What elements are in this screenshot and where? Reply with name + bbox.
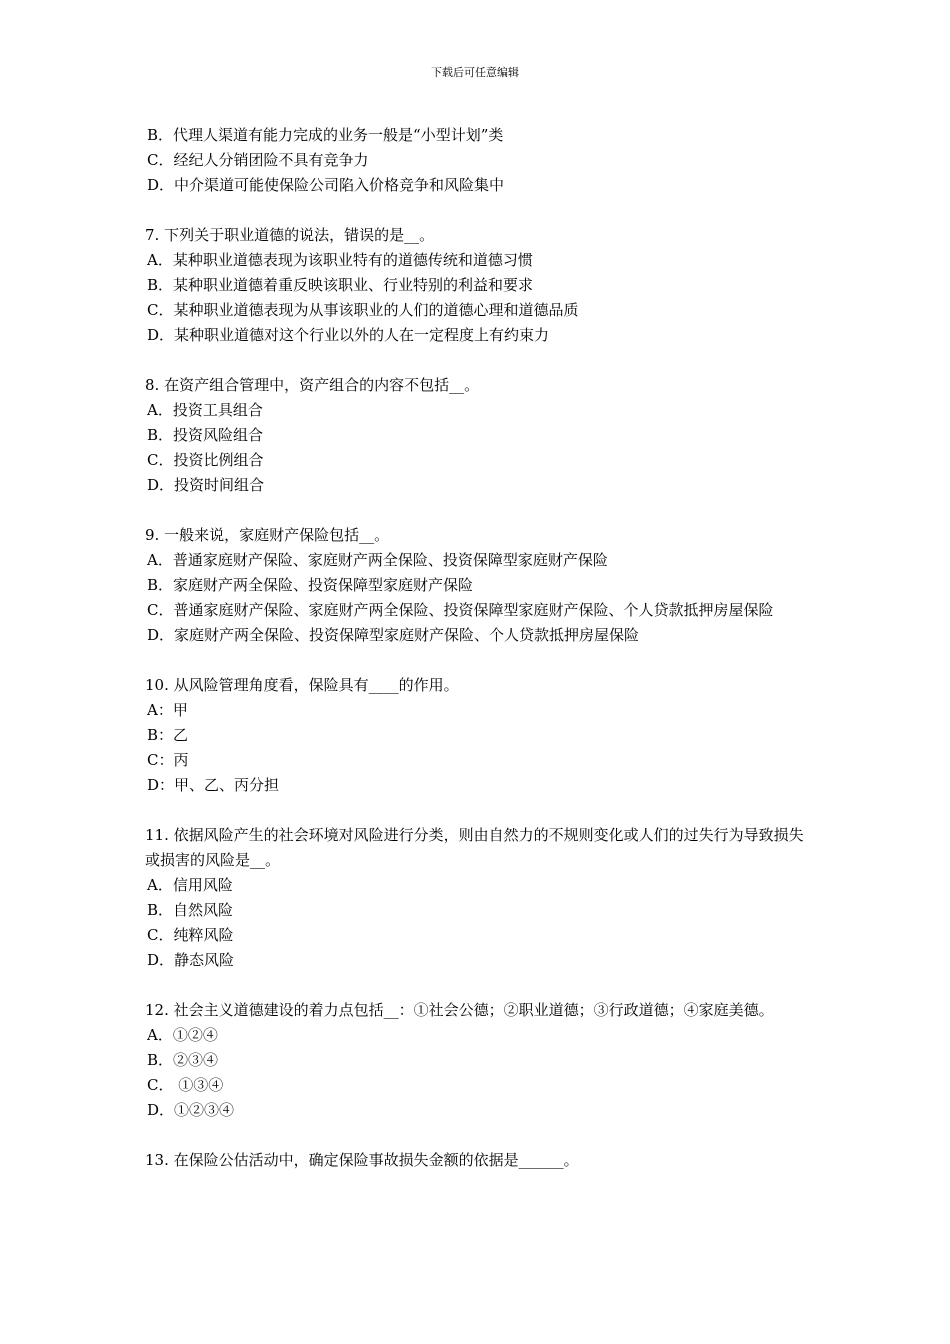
option-line: C．某种职业道德表现为从事该职业的人们的道德心理和道德品质 bbox=[147, 301, 579, 319]
option-line: A．某种职业道德表现为该职业特有的道德传统和道德习惯 bbox=[147, 251, 533, 269]
option-line: D．某种职业道德对这个行业以外的人在一定程度上有约束力 bbox=[147, 326, 550, 344]
option-line: D．投资时间组合 bbox=[147, 476, 265, 494]
option-line: B：乙 bbox=[147, 726, 189, 744]
option-line: A．信用风险 bbox=[147, 876, 233, 894]
option-line: C． ①③④ bbox=[147, 1076, 224, 1094]
question-8 bbox=[145, 373, 810, 498]
option-line: A．投资工具组合 bbox=[147, 401, 263, 419]
question-11 bbox=[145, 823, 810, 973]
option-line: B．家庭财产两全保险、投资保障型家庭财产保险 bbox=[147, 576, 474, 594]
question-stem: 7. 下列关于职业道德的说法，错误的是__。 bbox=[145, 226, 435, 244]
option-line: A．①②④ bbox=[147, 1026, 218, 1044]
option-line: D．中介渠道可能使保险公司陷入价格竞争和风险集中 bbox=[147, 176, 505, 194]
question-stem: 11. 依据风险产生的社会环境对风险进行分类，则由自然力的不规则变化或人们的过失行为导致损失或损害的风险是__。 bbox=[145, 826, 804, 869]
option-line: D：甲、乙、丙分担 bbox=[147, 776, 280, 794]
option-line: B．自然风险 bbox=[147, 901, 234, 919]
option-line: B．代理人渠道有能力完成的业务一般是“小型计划”类 bbox=[147, 126, 504, 144]
question-stem: 12. 社会主义道德建设的着力点包括__：①社会公德；②职业道德；③行政道德；④家庭美德。 bbox=[145, 1001, 774, 1019]
option-line: C．投资比例组合 bbox=[147, 451, 264, 469]
question-7 bbox=[145, 223, 810, 348]
question-13 bbox=[145, 1148, 810, 1173]
question-12 bbox=[145, 998, 810, 1123]
lead-options bbox=[145, 123, 810, 198]
option-line: B．②③④ bbox=[147, 1051, 219, 1069]
question-9 bbox=[145, 523, 810, 648]
option-line: A：甲 bbox=[147, 701, 188, 719]
option-line: C：丙 bbox=[147, 751, 189, 769]
option-line: A．普通家庭财产保险、家庭财产两全保险、投资保障型家庭财产保险 bbox=[147, 551, 608, 569]
option-line: D．家庭财产两全保险、投资保障型家庭财产保险、个人贷款抵押房屋保险 bbox=[147, 626, 640, 644]
option-line: C．纯粹风险 bbox=[147, 926, 234, 944]
option-line: B．某种职业道德着重反映该职业、行业特别的利益和要求 bbox=[147, 276, 534, 294]
document-body bbox=[145, 123, 810, 1173]
question-stem: 10. 从风险管理角度看，保险具有____的作用。 bbox=[145, 676, 459, 694]
option-line: C．普通家庭财产保险、家庭财产两全保险、投资保障型家庭财产保险、个人贷款抵押房屋保险 bbox=[147, 601, 774, 619]
question-stem: 9. 一般来说，家庭财产保险包括__。 bbox=[145, 526, 390, 544]
option-line: D．①②③④ bbox=[147, 1101, 235, 1119]
page-header: 下载后可任意编辑 bbox=[431, 66, 519, 79]
option-line: B．投资风险组合 bbox=[147, 426, 264, 444]
option-line: C．经纪人分销团险不具有竞争力 bbox=[147, 151, 369, 169]
question-10 bbox=[145, 673, 810, 798]
question-stem: 8. 在资产组合管理中，资产组合的内容不包括__。 bbox=[145, 376, 480, 394]
question-stem: 13. 在保险公估活动中，确定保险事故损失金额的依据是______。 bbox=[145, 1151, 579, 1169]
option-line: D．静态风险 bbox=[147, 951, 235, 969]
